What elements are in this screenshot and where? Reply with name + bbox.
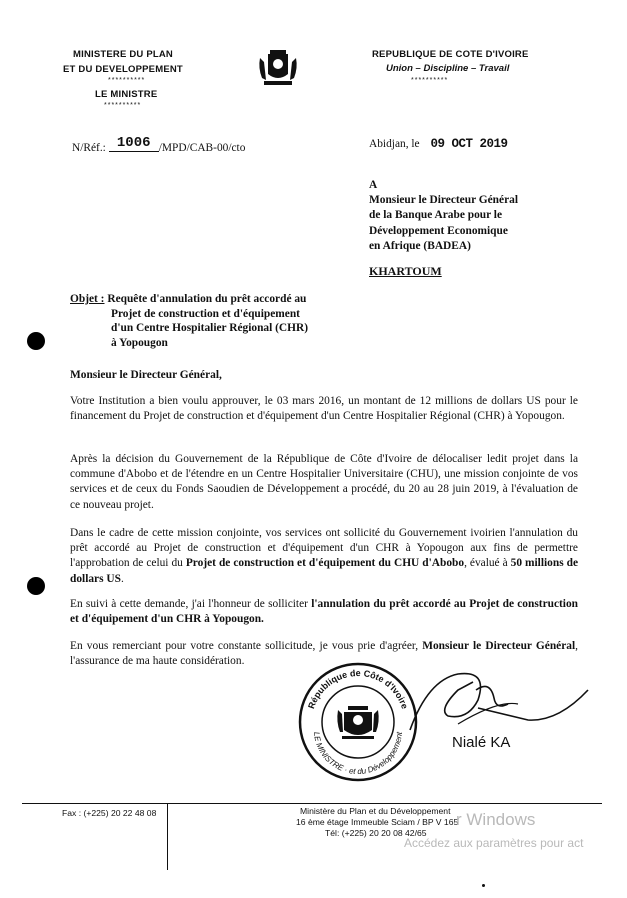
footer-fax: Fax : (+225) 20 22 48 08	[62, 808, 157, 818]
handwritten-signature	[398, 660, 598, 740]
subject-line1: Requête d'annulation du prêt accordé au	[107, 293, 307, 305]
subject-label: Objet :	[70, 293, 105, 305]
paragraph-5-closing: , l'assurance de ma haute considération.	[70, 640, 578, 668]
signatory-name: Nialé KA	[452, 734, 511, 751]
republic-name: REPUBLIQUE DE COTE D'IVOIRE	[372, 49, 529, 60]
stamp-top-text: République de Côte d'Ivoire	[306, 667, 410, 711]
minister-label: LE MINISTRE	[95, 89, 158, 100]
paragraph-4	[70, 597, 578, 627]
stamp-bottom-text: LE MINISTRE · et du Développement	[312, 731, 404, 777]
footer-divider	[167, 804, 168, 870]
paragraph-2: Après la décision du Gouvernement de la République de Côte d'Ivoire de délocaliser ledit projet dans la commune d'Abobo et de l'étendre en un Centre Hospitalier Universitaire (CHU), une mission conjointe de vos services et de ceux du Fonds Saoudien de Développement a procédé, du 20 au 28 juin 2019, à l'évaluation de ce nouveau projet.	[70, 453, 578, 511]
paragraph-4-text: En suivi à cette demande, j'ai l'honneur de solliciter	[70, 598, 312, 610]
stamp-emblem-icon	[337, 706, 378, 739]
ministry-name-line1: MINISTERE DU PLAN	[73, 49, 173, 60]
paragraph-3-end: .	[120, 572, 124, 585]
paragraph-1: Votre Institution a bien voulu approuver, le 03 mars 2016, un montant de 12 millions de dollars US pour le financement du Projet de construction et d'équipement d'un Centre Hospitalier Régional (CHR) à Yopougon.	[70, 395, 578, 423]
paragraph-5-text: En vous remerciant pour votre constante sollicitude, je vous prie d'agréer,	[70, 640, 423, 652]
footer-address-line1: Ministère du Plan et du Développement	[300, 806, 451, 816]
addressee-line1: Monsieur le Directeur Général	[369, 194, 518, 207]
ministry-name-line2: ET DU DEVELOPPEMENT	[63, 64, 183, 75]
reference-number: 1006	[109, 135, 159, 152]
punch-hole-top	[27, 332, 45, 350]
paragraph-3-text: Dans le cadre de cette mission conjointe, vos services ont sollicité du Gouvernement ivoirien l'annulation du prêt accordé au Projet de construction et d'équipement d'un CHR à Yopougon aux fins de permettre l'approbation de celui du	[70, 527, 578, 570]
addressee-city: KHARTOUM	[369, 264, 442, 278]
addressee-line2: de la Banque Arabe pour le	[369, 209, 503, 222]
salutation: Monsieur le Directeur Général,	[70, 369, 222, 381]
date-place: Abidjan, le	[369, 138, 420, 150]
subject-line3: d'un Centre Hospitalier Régional (CHR)	[111, 322, 309, 334]
subject-line2: Projet de construction et d'équipement	[111, 307, 300, 320]
stray-mark	[482, 884, 485, 887]
subject-line4: à Yopougon	[111, 336, 168, 349]
windows-activation-title: r Windows	[456, 810, 536, 829]
national-motto: Union – Discipline – Travail	[386, 63, 510, 74]
addressee-a: A	[369, 179, 378, 191]
paragraph-3-project-chu: Projet de construction et d'équipement du CHU d'Abobo	[185, 557, 465, 570]
svg-text:République de Côte d'Ivoire	[306, 668, 410, 710]
reference-line	[72, 135, 246, 157]
paragraph-3-amount: 50 millions de dollars US	[70, 557, 578, 585]
addressee-block	[369, 178, 518, 254]
footer-address-line2: 16 ème étage Immeuble Sciam / BP V 165	[296, 817, 459, 827]
subject-block	[70, 292, 308, 350]
coat-of-arms-logo	[256, 48, 300, 88]
footer-rule	[22, 803, 602, 804]
date-value: 09 OCT 2019	[430, 137, 508, 151]
header-left-stars-2: **********	[104, 102, 142, 109]
header-right-stars: **********	[411, 77, 449, 84]
punch-hole-bottom	[27, 577, 45, 595]
windows-activation-link[interactable]: Accédez aux paramètres pour act	[404, 836, 584, 850]
header-left-stars-1: **********	[108, 77, 146, 84]
reference-prefix: N/Réf.:	[72, 142, 106, 154]
paragraph-3	[70, 526, 578, 587]
paragraph-5-addressee: Monsieur le Directeur Général	[422, 640, 576, 652]
addressee-line4: en Afrique (BADEA)	[369, 239, 471, 252]
paragraph-4-request: l'annulation du prêt accordé au Projet de construction et d'équipement d'un CHR à Yopougon.	[70, 598, 578, 626]
reference-suffix: /MPD/CAB-00/cto	[158, 142, 246, 154]
footer-address-line3: Tél: (+225) 20 20 08 42/65	[325, 828, 427, 838]
addressee-line3: Développement Economique	[369, 224, 508, 237]
paragraph-3-text-2: , évalué à	[464, 557, 511, 570]
date-line	[369, 137, 508, 151]
